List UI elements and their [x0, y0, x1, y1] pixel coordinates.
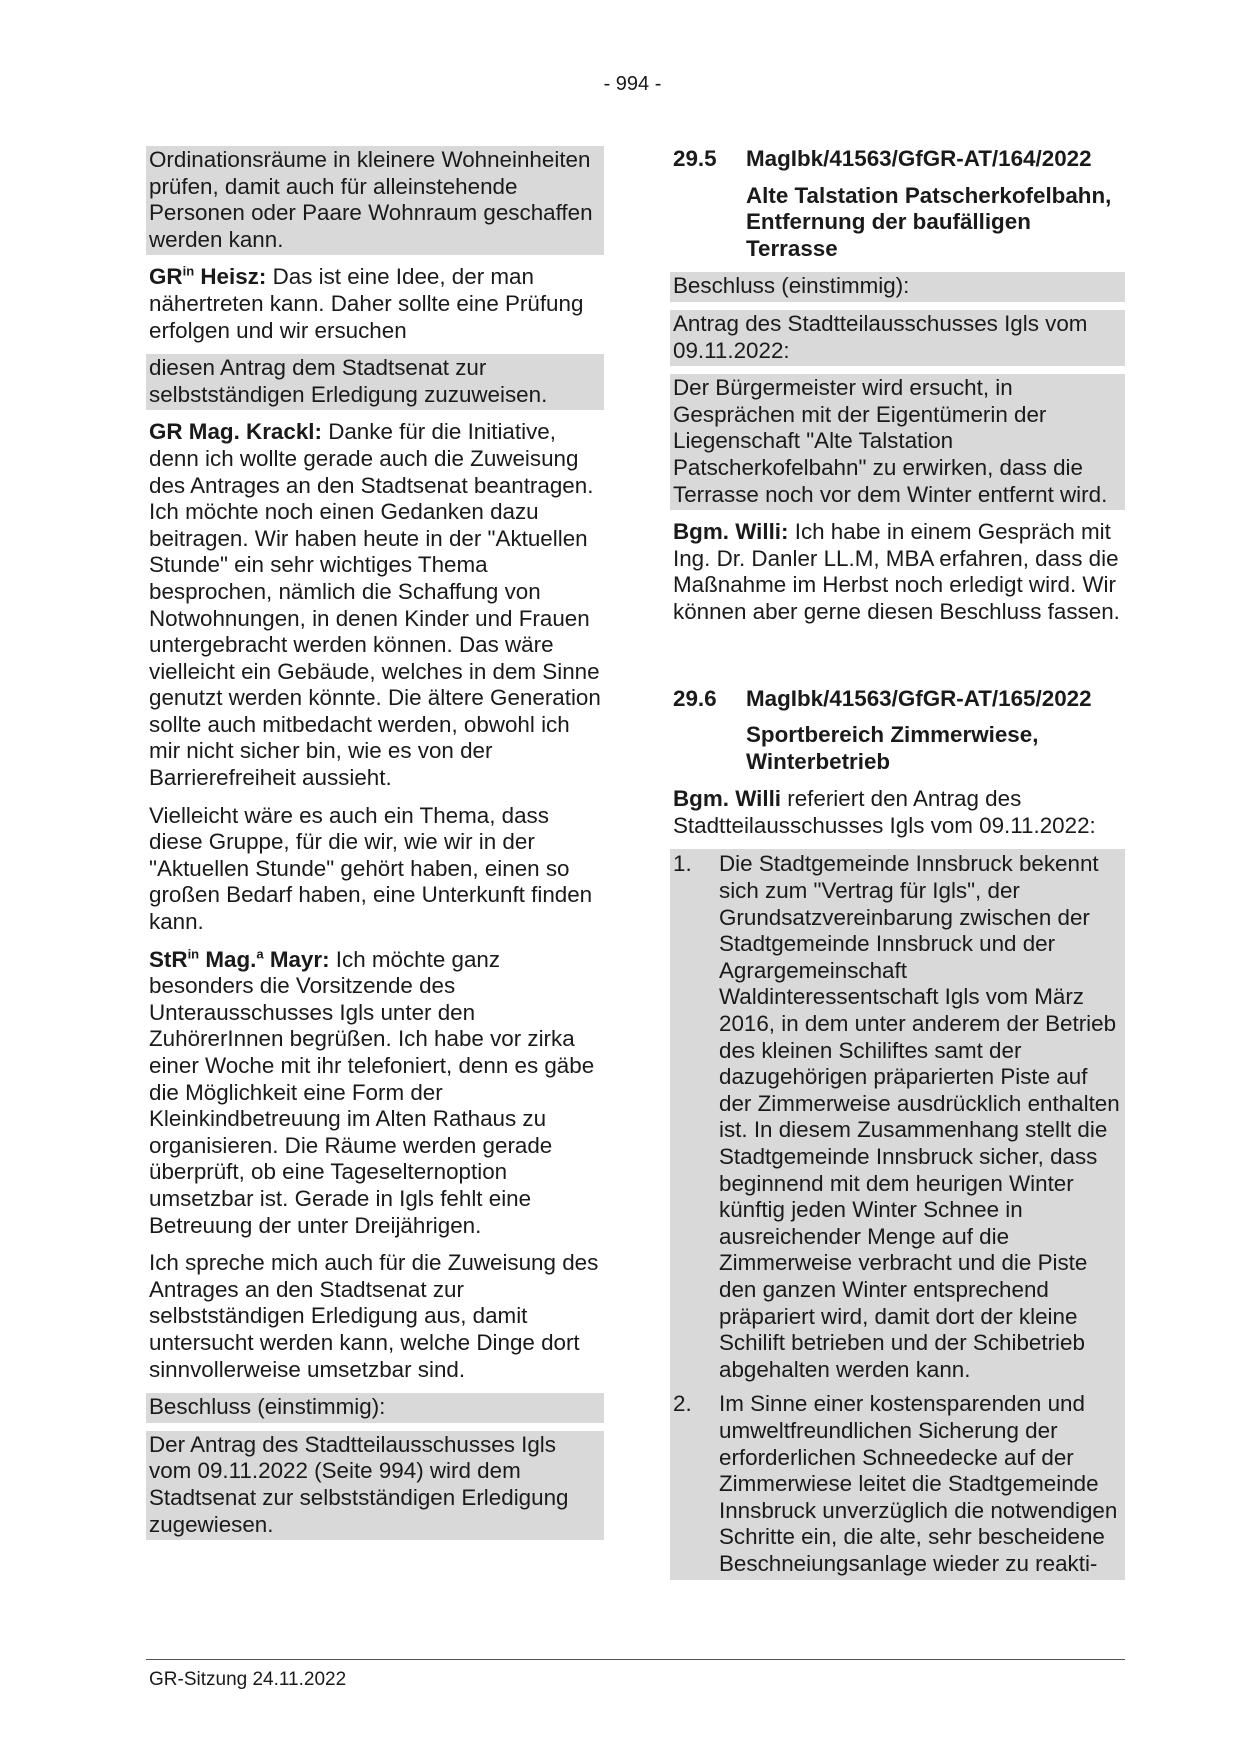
section-reference: MagIbk/41563/GfGR-AT/165/2022	[746, 685, 1092, 711]
section-title: Sportbereich Zimmerwiese, Winterbetrieb	[746, 722, 1039, 774]
list-item-text: Im Sinne einer kostensparenden und umweltfreundlichen Sicherung der erforderlichen Schneedecke auf der Zimmerwiese leitet die Stadtgemeinde Innsbruck unverzüglich die notwendigen Schritte ein, die alte, sehr bescheidene Beschneiungsanlage wieder zu reakti-	[719, 1391, 1118, 1576]
list-item	[670, 1391, 1125, 1577]
section-heading-29-5	[670, 146, 1125, 173]
paragraph	[146, 802, 604, 938]
speech-text: Danke für die Initiative, denn ich wollte gerade auch die Zuweisung des Antrages an den Stadtsenat beantragen. Ich möchte noch einen Gedanken dazu beitragen. Wir haben heute in der "Aktuellen Stunde" ein sehr wichtiges Thema besprochen, nämlich die Schaffung von Notwohnungen, in denen Kinder und Frauen untergebracht werden können. Das wäre vielleicht ein Gebäude, welches in dem Sinne genutzt werden könnte. Die ältere Generation sollte auch mitbedacht werden, obwohl ich mir nicht sicher bin, wie es von der Barrierefreiheit aussieht.	[149, 419, 601, 791]
paragraph-text: Ich spreche mich auch für die Zuweisung des Antrages an den Stadtsenat zur selbstständigen Erledigung aus, damit untersucht werden kann, welche Dinge dort sinnvollerweise umsetzbar sind.	[149, 1250, 599, 1382]
highlighted-paragraph	[146, 146, 604, 255]
speech-text: Das ist eine Idee, der man nähertreten kann. Daher sollte eine Prüfung erfolgen und wir ersuchen	[149, 264, 584, 343]
speech-text: Ich habe in einem Gespräch mit Ing. Dr. Danler LL.M, MBA erfahren, dass die Maßnahme im Herbst noch erledigt wird. Wir können aber gerne diesen Beschluss fassen.	[673, 519, 1120, 624]
beschluss-label: Beschluss (einstimmig):	[146, 1393, 604, 1423]
speaker-name: Bgm. Willi	[673, 786, 782, 812]
right-column	[670, 146, 1125, 1588]
paragraph-text: Vielleicht wäre es auch ein Thema, dass diese Gruppe, für die wir, wie wir in der "Aktuellen Stunde" gehört haben, einen so großen Bedarf haben, eine Unterkunft finden kann.	[149, 802, 593, 935]
numbered-list	[670, 849, 1125, 1579]
list-item-text: Die Stadtgemeinde Innsbruck bekennt sich zum "Vertrag für Igls", der Grundsatzvereinbarung zwischen der Stadtgemeinde Innsbruck und der Agrargemeinschaft Waldinteressentschaft Igls vom März 2016, in dem unter anderem der Betrieb des kleinen Schiliftes samt der dazugehörigen präparierten Piste auf der Zimmerweise ausdrücklich enthalten ist. In diesem Zusammenhang stellt die Stadtgemeinde Innsbruck sicher, dass beginnend mit dem heurigen Winter künftig jeden Winter Schnee in ausreichender Menge auf die Zimmerweise verbracht und die Piste den ganzen Winter entsprechend präpariert wird, damit dort der kleine Schilift betrieben und der Schibetrieb abgehalten werden kann.	[719, 851, 1120, 1382]
section-reference: MagIbk/41563/GfGR-AT/164/2022	[746, 146, 1092, 171]
antrag-label: Antrag des Stadtteilausschusses Igls vom 09.11.2022:	[670, 310, 1125, 366]
left-column	[146, 146, 604, 1548]
speaker-name: Bgm. Willi:	[673, 519, 789, 545]
speech-mayr	[146, 946, 604, 1242]
speaker-name: StR$^{in}$ Mag.$^a$ Mayr:	[149, 946, 330, 972]
highlighted-paragraph	[146, 354, 604, 410]
intro-paragraph	[670, 785, 1125, 841]
beschluss-label: Beschluss (einstimmig):	[670, 272, 1125, 302]
beschluss-text: Der Antrag des Stadtteilausschusses Igls vom 09.11.2022 (Seite 994) wird dem Stadtsenat zur selbstständigen Erledigung zugewiesen.	[146, 1431, 604, 1540]
speech-heisz	[146, 263, 604, 346]
section-number: 29.6	[673, 685, 717, 711]
section-heading-29-6	[670, 686, 1125, 713]
page-number: - 994 -	[603, 73, 662, 95]
speaker-name: GR Mag. Krackl:	[149, 419, 322, 445]
intro-text: referiert den Antrag des Stadtteilausschusses Igls vom 09.11.2022:	[673, 786, 1096, 838]
section-number: 29.5	[673, 146, 717, 171]
speech-text: Ich möchte ganz besonders die Vorsitzende des Unterausschusses Igls unter den ZuhörerInnen begrüßen. Ich habe vor zirka einer Woche mit ihr telefoniert, denn es gäbe die Möglichkeit eine Form der Kleinkindbetreuung im Alten Rathaus zu organisieren. Die Räume werden gerade überprüft, ob eine Tageselternoption umsetzbar ist. Gerade in Igls fehlt eine Betreuung der unter Dreijährigen.	[149, 946, 595, 1238]
paragraph-text: diesen Antrag dem Stadtsenat zur selbstständigen Erledigung zuzuweisen.	[149, 355, 548, 407]
paragraph	[146, 1249, 604, 1385]
list-item	[670, 851, 1125, 1383]
section-title: Alte Talstation Patscherkofelbahn, Entfernung der baufälligen Terrasse	[746, 182, 1112, 261]
list-item-number: 1.	[673, 851, 692, 877]
footer-divider	[146, 1659, 1125, 1660]
speaker-name: $GR^{in}$ Heisz:	[149, 263, 267, 290]
antrag-text: Der Bürgermeister wird ersucht, in Gesprächen mit der Eigentümerin der Liegenschaft "Alte Talstation Patscherkofelbahn" zu erwirken, dass die Terrasse noch vor dem Winter entfernt wird.	[670, 374, 1125, 510]
footer-text: GR-Sitzung 24.11.2022	[149, 1669, 347, 1690]
speech-krackl	[146, 418, 604, 793]
speech-willi	[670, 518, 1125, 627]
paragraph-text: Ordinationsräume in kleinere Wohneinheiten prüfen, damit auch für alleinstehende Personen oder Paare Wohnraum geschaffen werden kann.	[149, 147, 593, 252]
list-item-number: 2.	[673, 1391, 692, 1417]
